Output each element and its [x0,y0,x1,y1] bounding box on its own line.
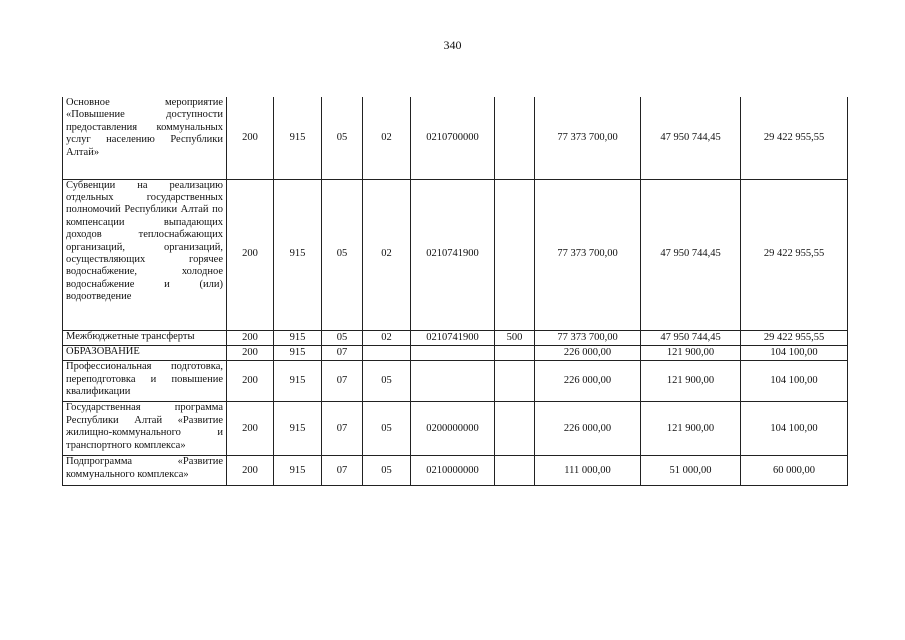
row-name: Субвенции на реализацию отдельных государственных полномочий Республики Алтай по компенсации выпадающих доходов теплоснабжающих организаций, организаций, осуществляющих горячее водоснабжение, холодное водоснабжение и (или) водоотведение [63,179,227,330]
subsection-code: 02 [363,330,411,345]
amount-year-2: 121 900,00 [641,345,741,360]
table-row [63,179,848,330]
amount-year-1: 77 373 700,00 [535,97,641,179]
amount-year-3: 29 422 955,55 [741,97,848,179]
table-row [63,330,848,345]
amount-year-3: 104 100,00 [741,361,848,402]
amount-year-2: 51 000,00 [641,456,741,486]
table-row [63,456,848,486]
target-article: 0200000000 [411,402,495,456]
expense-type [495,97,535,179]
row-name: Межбюджетные трансферты [63,330,227,345]
amount-year-3: 29 422 955,55 [741,179,848,330]
row-name: Подпрограмма «Развитие коммунального комплекса» [63,456,227,486]
ministry-code: 200 [227,361,274,402]
table-row [63,345,848,360]
subsection-code: 05 [363,361,411,402]
expense-type [495,402,535,456]
department-code: 915 [274,179,322,330]
amount-year-3: 60 000,00 [741,456,848,486]
expense-type: 500 [495,330,535,345]
ministry-code: 200 [227,345,274,360]
amount-year-3: 104 100,00 [741,345,848,360]
expense-type [495,456,535,486]
subsection-code [363,345,411,360]
subsection-code: 05 [363,402,411,456]
target-article: 0210000000 [411,456,495,486]
amount-year-2: 47 950 744,45 [641,330,741,345]
expense-type [495,179,535,330]
department-code: 915 [274,456,322,486]
amount-year-1: 77 373 700,00 [535,179,641,330]
amount-year-1: 111 000,00 [535,456,641,486]
target-article: 0210741900 [411,179,495,330]
subsection-code: 05 [363,456,411,486]
section-code: 05 [322,330,363,345]
target-article [411,345,495,360]
budget-table [62,97,848,486]
section-code: 07 [322,456,363,486]
department-code: 915 [274,330,322,345]
section-code: 07 [322,361,363,402]
ministry-code: 200 [227,179,274,330]
amount-year-2: 121 900,00 [641,361,741,402]
ministry-code: 200 [227,97,274,179]
target-article: 0210700000 [411,97,495,179]
amount-year-1: 226 000,00 [535,361,641,402]
target-article [411,361,495,402]
section-code: 07 [322,402,363,456]
department-code: 915 [274,402,322,456]
table-row [63,97,848,179]
department-code: 915 [274,345,322,360]
department-code: 915 [274,97,322,179]
ministry-code: 200 [227,402,274,456]
row-name: Профессиональная подготовка, переподготовка и повышение квалификации [63,361,227,402]
department-code: 915 [274,361,322,402]
subsection-code: 02 [363,97,411,179]
table-row [63,402,848,456]
amount-year-1: 226 000,00 [535,345,641,360]
amount-year-2: 121 900,00 [641,402,741,456]
expense-type [495,345,535,360]
row-name: Основное мероприятие «Повышение доступности предоставления коммунальных услуг населению Республики Алтай» [63,97,227,179]
amount-year-3: 104 100,00 [741,402,848,456]
row-name: ОБРАЗОВАНИЕ [63,345,227,360]
ministry-code: 200 [227,330,274,345]
subsection-code: 02 [363,179,411,330]
amount-year-2: 47 950 744,45 [641,97,741,179]
table-row [63,361,848,402]
amount-year-1: 77 373 700,00 [535,330,641,345]
section-code: 05 [322,179,363,330]
ministry-code: 200 [227,456,274,486]
expense-type [495,361,535,402]
section-code: 05 [322,97,363,179]
amount-year-2: 47 950 744,45 [641,179,741,330]
page-number: 340 [443,38,462,52]
row-name: Государственная программа Республики Алтай «Развитие жилищно-коммунального и транспортного комплекса» [63,402,227,456]
amount-year-1: 226 000,00 [535,402,641,456]
amount-year-3: 29 422 955,55 [741,330,848,345]
section-code: 07 [322,345,363,360]
target-article: 0210741900 [411,330,495,345]
